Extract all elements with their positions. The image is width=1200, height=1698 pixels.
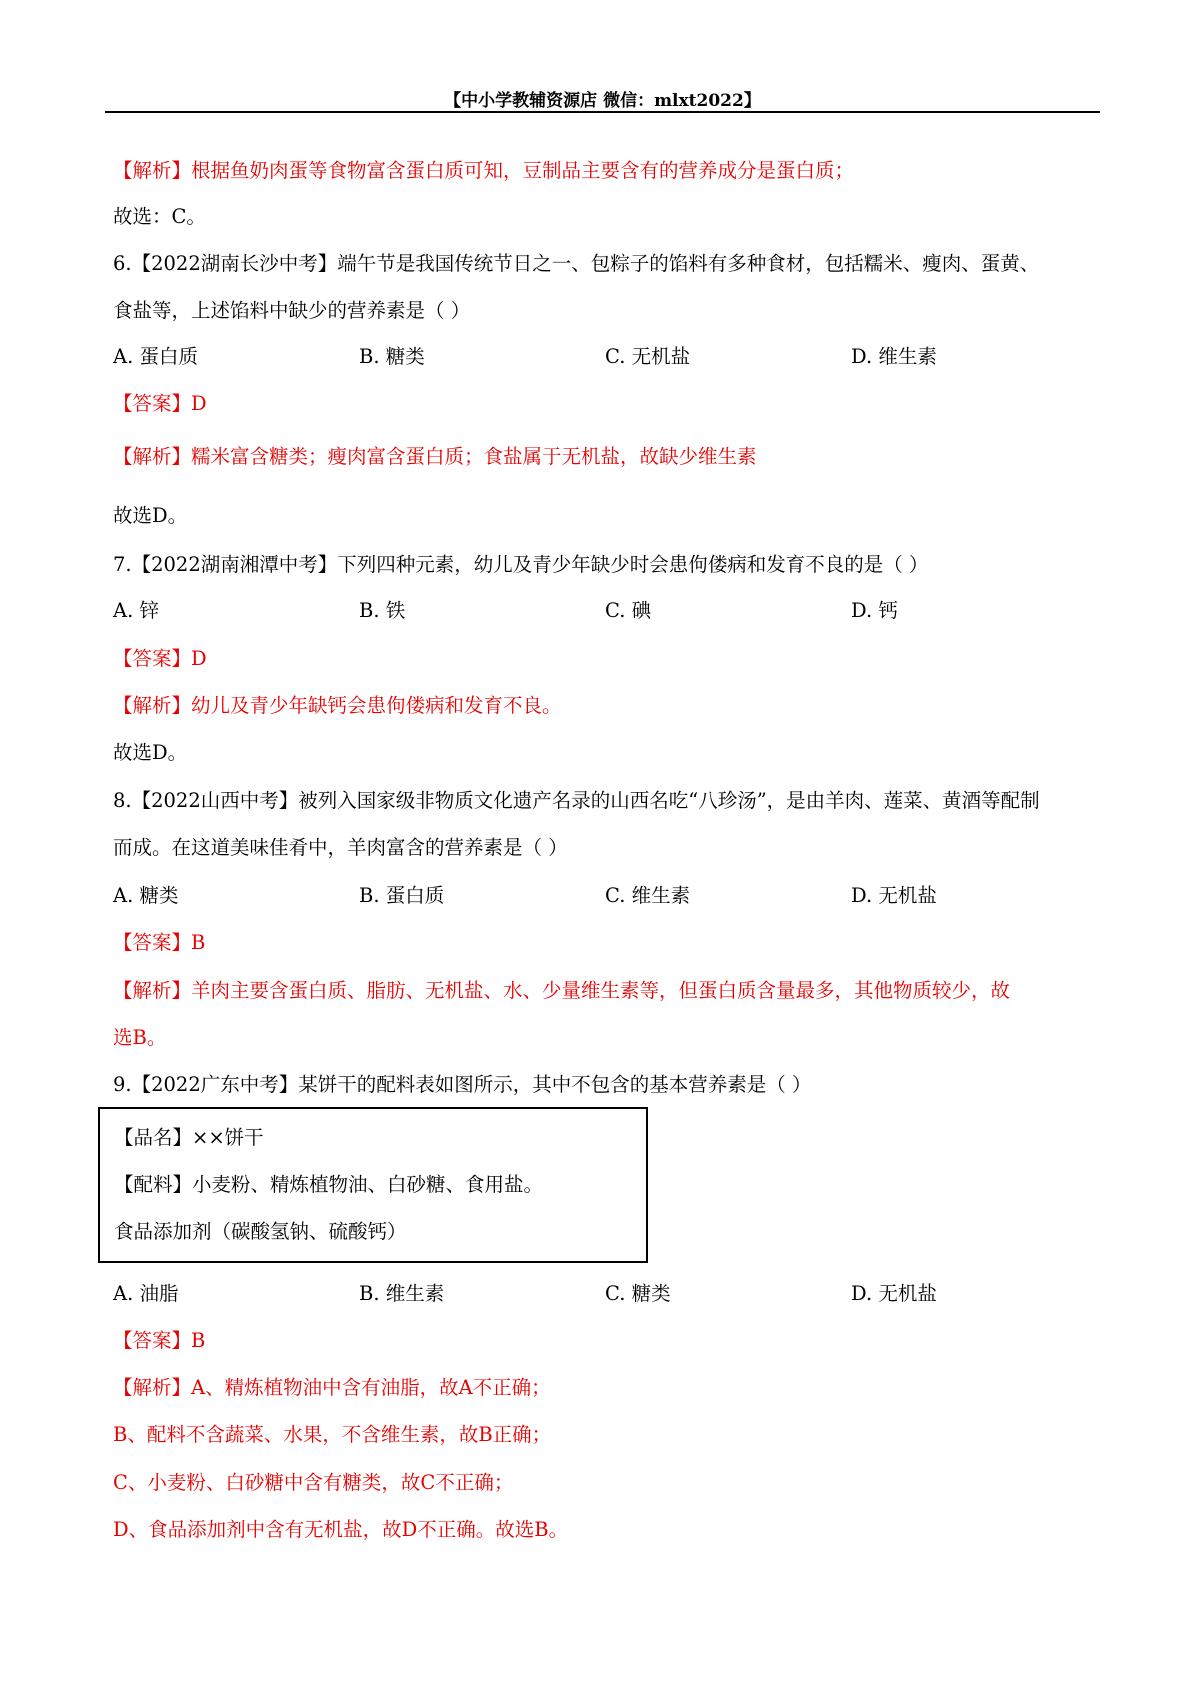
q5-analysis: 【解析】根据鱼奶肉蛋等食物富含蛋白质可知，豆制品主要含有的营养成分是蛋白质； [113, 159, 855, 182]
q9-analysis-line3: C、小麦粉、白砂糖中含有糖类，故C不正确； [113, 1471, 514, 1494]
q7-option-b: B. 铁 [359, 599, 406, 622]
q8-answer: 【答案】B [113, 931, 206, 954]
q7-analysis: 【解析】幼儿及青少年缺钙会患佝偻病和发育不良。 [113, 694, 562, 717]
q8-options [113, 883, 1103, 909]
page-header: 【中小学教辅资源店 微信：mlxt2022】 [444, 91, 761, 111]
q7-stem: 7.【2022湖南湘潭中考】下列四种元素，幼儿及青少年缺少时会患佝偻病和发育不良的是（ ） [113, 553, 929, 576]
q9-option-a: A. 油脂 [113, 1282, 179, 1305]
q7-option-a: A. 锌 [113, 599, 159, 622]
q9-analysis-line1: 【解析】A、精炼植物油中含有油脂，故A不正确； [113, 1376, 551, 1399]
q6-stem-line1: 6.【2022湖南长沙中考】端午节是我国传统节日之一、包粽子的馅料有多种食材，包括糯米、瘦肉、蛋黄、 [113, 252, 1040, 275]
q7-option-c: C. 碘 [605, 599, 652, 622]
q5-conclusion: 故选：C。 [113, 205, 206, 228]
q6-option-d: D. 维生素 [851, 345, 937, 368]
q6-analysis: 【解析】糯米富含糖类；瘦肉富含蛋白质；食盐属于无机盐，故缺少维生素 [113, 445, 757, 468]
q9-options [113, 1281, 1103, 1307]
ingredient-product-name: 【品名】××饼干 [114, 1126, 264, 1149]
q8-stem-line1: 8.【2022山西中考】被列入国家级非物质文化遗产名录的山西名吃“八珍汤”，是由羊肉、莲菜、黄酒等配制 [113, 789, 1040, 812]
q8-option-d: D. 无机盐 [851, 884, 937, 907]
q6-options [113, 344, 1103, 370]
q6-option-b: B. 糖类 [359, 345, 425, 368]
q6-option-c: C. 无机盐 [605, 345, 691, 368]
q8-analysis-line2: 选B。 [113, 1026, 167, 1049]
ingredient-additives: 食品添加剂（碳酸氢钠、硫酸钙） [114, 1220, 407, 1243]
q8-analysis-line1: 【解析】羊肉主要含蛋白质、脂肪、无机盐、水、少量维生素等，但蛋白质含量最多，其他物质较少，故 [113, 979, 1011, 1002]
ingredient-label-box [98, 1107, 648, 1263]
q9-option-c: C. 糖类 [605, 1282, 671, 1305]
q9-answer: 【答案】B [113, 1329, 206, 1352]
q9-stem: 9.【2022广东中考】某饼干的配料表如图所示，其中不包含的基本营养素是（ ） [113, 1073, 812, 1096]
q9-option-b: B. 维生素 [359, 1282, 445, 1305]
q6-conclusion: 故选D。 [113, 504, 188, 527]
q8-option-a: A. 糖类 [113, 884, 179, 907]
q7-option-d: D. 钙 [851, 599, 898, 622]
q6-stem-line2: 食盐等，上述馅料中缺少的营养素是（ ） [113, 299, 471, 322]
q6-option-a: A. 蛋白质 [113, 345, 198, 368]
q8-option-c: C. 维生素 [605, 884, 691, 907]
q9-analysis-line4: D、食品添加剂中含有无机盐，故D不正确。故选B。 [113, 1518, 569, 1541]
header-divider [105, 111, 1100, 113]
q9-option-d: D. 无机盐 [851, 1282, 937, 1305]
q8-stem-line2: 而成。在这道美味佳肴中，羊肉富含的营养素是（ ） [113, 836, 568, 859]
q7-options [113, 598, 1103, 624]
q9-analysis-line2: B、配料不含蔬菜、水果，不含维生素，故B正确； [113, 1423, 552, 1446]
q6-answer: 【答案】D [113, 392, 207, 415]
q8-option-b: B. 蛋白质 [359, 884, 445, 907]
ingredient-list: 【配料】小麦粉、精炼植物油、白砂糖、食用盐。 [114, 1173, 544, 1196]
q7-answer: 【答案】D [113, 647, 207, 670]
q7-conclusion: 故选D。 [113, 741, 188, 764]
